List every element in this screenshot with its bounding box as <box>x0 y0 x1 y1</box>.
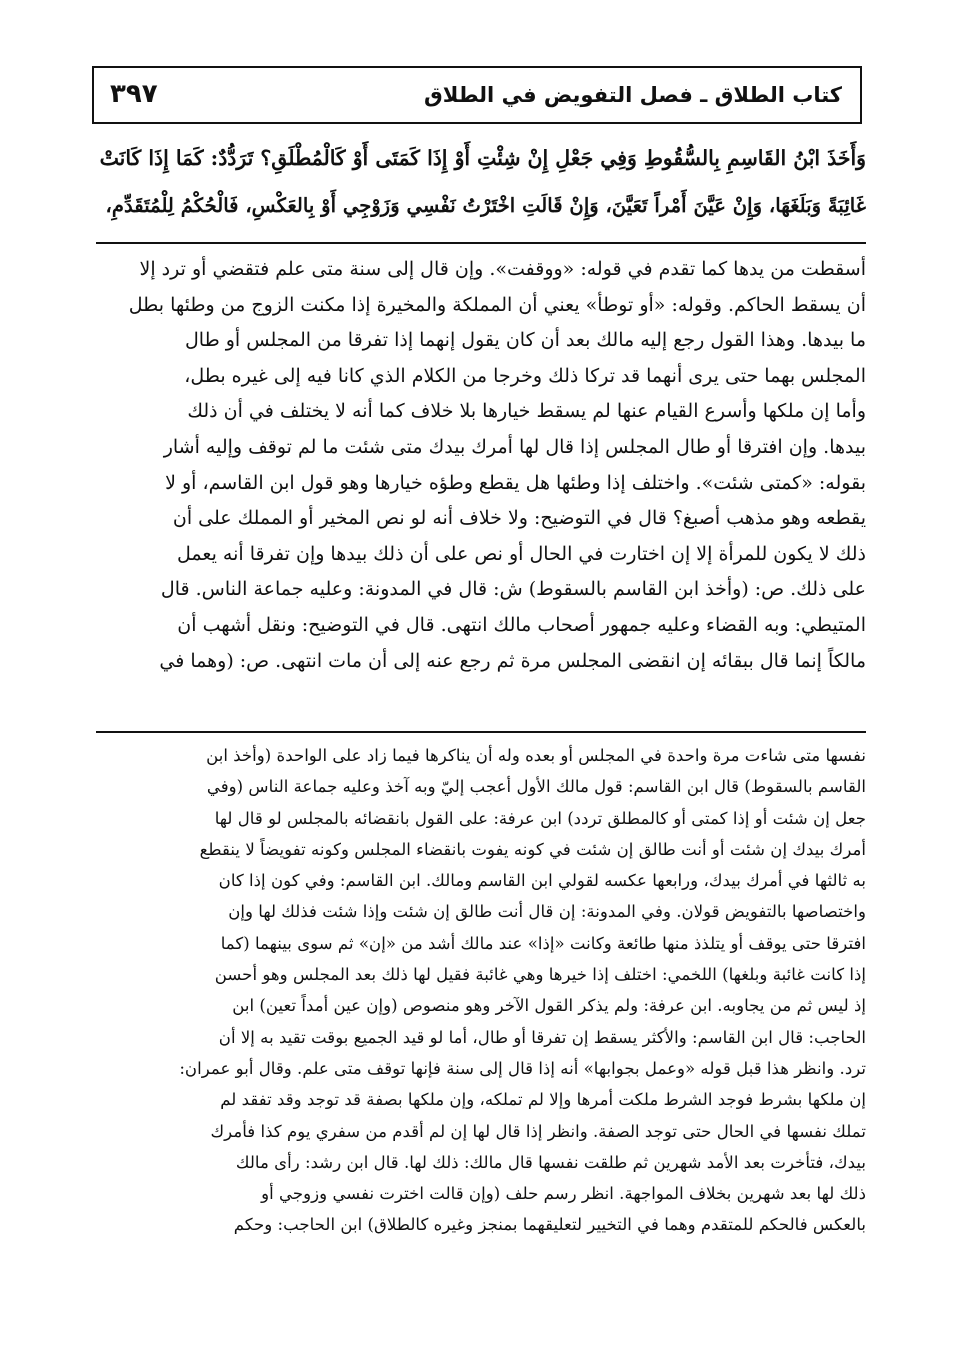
footnote-divider <box>96 731 866 733</box>
footnote-line: القاسم بالسقوط) قال ابن القاسم: قول مالك الأول أعجب إليّ وبه آخذ وعليه جماعة الناس (وفي <box>206 777 866 797</box>
sharh-line: المتيطي: وبه القضاء وعليه جمهور أصحاب مالك انتهى. قال في التوضيح: ونقل أشهب أن <box>177 613 866 636</box>
running-title: كتاب الطلاق ـ فصل التفويض في الطلاق <box>424 83 842 107</box>
footnote-line: إذا كانت غائبة وبلغها) اللخمي: اختلف إذا خيرها وهي غائبة فقيل لها ذلك بعد المجلس وهو أحسن <box>214 965 866 985</box>
footnote-line: نفسها متى شاءت مرة واحدة في المجلس أو بعده وله أن يناكرها فيما زاد على الواحدة (وأخذ ابن <box>206 746 866 765</box>
footnote-line: جعل إن شئت أو إذا كمتى أو كالمطلق تردد) ابن عرفة: على القول بانقضائه بالمجلس لو قال لها <box>214 808 866 828</box>
footnote-line: واختصاصها بالتفويض قولان. وفي المدونة: إن قال أنت طالق إن شئت وإذا شئت فذلك لها وإن <box>228 902 866 922</box>
matn-line: وَأَخَذَ ابْنُ القَاسِمِ بِالسُّقُوطِ وَفِي جَعْلِ إِنْ شِئْتِ أَوْ إِذَا كَمَتَى أَوْ كَالْمُطْلَقِ؟ تَرَدُّدٌ: كَمَا إِذَا كَانَتْ <box>99 146 866 170</box>
sharh-line: أسقطت من يدها كما تقدم في قوله: «ووقفت». وإن قال إلى سنة متى علم فتقضي أو ترد إلا <box>139 258 866 280</box>
commentary-sharh <box>96 252 866 679</box>
footnote-line: افترقا حتى يوقف أو يتلذذ منها طائعة وكانت «إذا» عند مالك أشد من «إن» ثم سوى بينهما (كما <box>220 933 866 953</box>
footnote-line: بيدك، فتأخرت بعد الأمد شهرين ثم طلقت نفسها قال مالك: ذلك لها. قال ابن رشد: رأى مالك <box>235 1152 866 1172</box>
header-right-rule <box>860 68 862 122</box>
footnote-line: أمرك بيدك إن شئت أو أنت طالق إن شئت في كونه يفوت بانقضاء المجلس وكونه تفويضاً لا ينقطع <box>199 839 866 859</box>
footnote-line: ذلك لها بعد شهرين بخلاف المواجهة. انظر رسم حلف (وإن قالت اخترت نفسي وزوجي أو <box>261 1184 866 1204</box>
footnote-line: به ثالثها في أمرك بيدك، ورابعها عكسه لقولي ابن القاسم ومالك. ابن القاسم: وفي كون إذا كان <box>218 871 866 891</box>
footnote-line: إذ ليس ثم من يجاوبه. ابن عرفة: ولم يذكر القول الآخر وهو منصوص (وإن عين أمداً تعين) ابن <box>232 996 866 1016</box>
main-text-matn <box>96 134 866 230</box>
sharh-line: المجلس بهما حتى يرى أنهما قد تركا ذلك وخرجا من الكلام الذي كانا فيه إلى غيره بطل، <box>184 364 866 387</box>
sharh-line: ما بيدها. وهذا القول رجع إليه مالك بعد أن كان يقول إنهما إذا تفرقا من المجلس أو طال <box>185 329 866 352</box>
sharh-line: أن يسقط الحاكم. وقوله: «أو توطأ» يعني أن المملكة والمخيرة إذا مكنت الزوج من وطئها بطل <box>128 293 866 316</box>
matn-line: غَائِبَةً وَبَلَغَهَا، وَإِنْ عَيَّنَ أَمْراً تَعَيَّنَ، وَإِنْ قَالَتِ اخْتَرْتُ نَفْسِي وَزَوْجِي أَوْ بِالعَكْسِ، فَالْحُكْمُ لِلْمُتَقَدِّمِ، <box>105 194 866 217</box>
running-header <box>92 66 862 124</box>
footnote-line: ترد. وانظر هذا قبل قوله «وعمل بجوابها» أنه إذا قال إلى سنة فإنها توقف متى علم. وقال أبو عمران: <box>179 1058 866 1078</box>
sharh-line: بقوله: «كمتى شئت». واختلف إذا وطئها هل يقطع وطؤه خيارها وهو قول ابن القاسم، أو لا <box>165 471 866 494</box>
page-number: ٣٩٧ <box>110 79 158 109</box>
sharh-line: يقطعه وهو مذهب أصبغ؟ قال في التوضيح: ولا خلاف أنه لو نص المخير أو المملك على أن <box>172 507 866 530</box>
sharh-line: على ذلك. ص: (وأخذ ابن القاسم بالسقوط) ش: قال في المدونة: وعليه جماعة الناس. قال <box>160 578 866 601</box>
header-left-rule <box>92 68 94 122</box>
footnote-commentary <box>96 740 866 1241</box>
matn-divider <box>96 242 866 244</box>
footnote-line: الحاجب: قال ابن القاسم: والأكثر يسقط إن تفرقا أو طال، أما لو قيد الجميع بوقت تقيد به إلا أن <box>218 1027 866 1047</box>
footnote-line: تملك نفسها في الحال حتى توجد الصفة. وانظر إذا قال لها إن لم أقدم من سفري يوم كذا فأمرك <box>210 1121 866 1141</box>
footnote-line: بالعكس فالحكم للمتقدم وهما في التخيير لتعليقهما بمنجز وغيره كالطلاق) ابن الحاجب: وحكم <box>233 1215 866 1235</box>
sharh-line: بيدها. وإن افترقا أو طال المجلس إذا قال لها أمرك بيدك متى شئت ما لم توقف وإليه أشار <box>163 435 866 458</box>
sharh-line: مالكاً إنما قال ببقائه إن انقضى المجلس مرة ثم رجع عنه إلى أن مات انتهى. ص: (وهما في <box>159 649 866 672</box>
sharh-line: وأما إن ملكها وأسرع القيام عنها لم يسقط خيارها بلا خلاف كما أنه لا يختلف في أن ذلك <box>187 400 866 423</box>
footnote-line: إن ملكها بشرط فوجد الشرط ملكت أمرها وإلا لم تملكه، وإن ملكها بصفة قد توجد وقد تفقد لم <box>220 1090 866 1110</box>
sharh-line: ذلك لا يكون للمرأة إلا إن اختارت في الحال أو نص على أن ذلك بيدها وإن تفرقا أنه يعمل <box>177 542 866 565</box>
